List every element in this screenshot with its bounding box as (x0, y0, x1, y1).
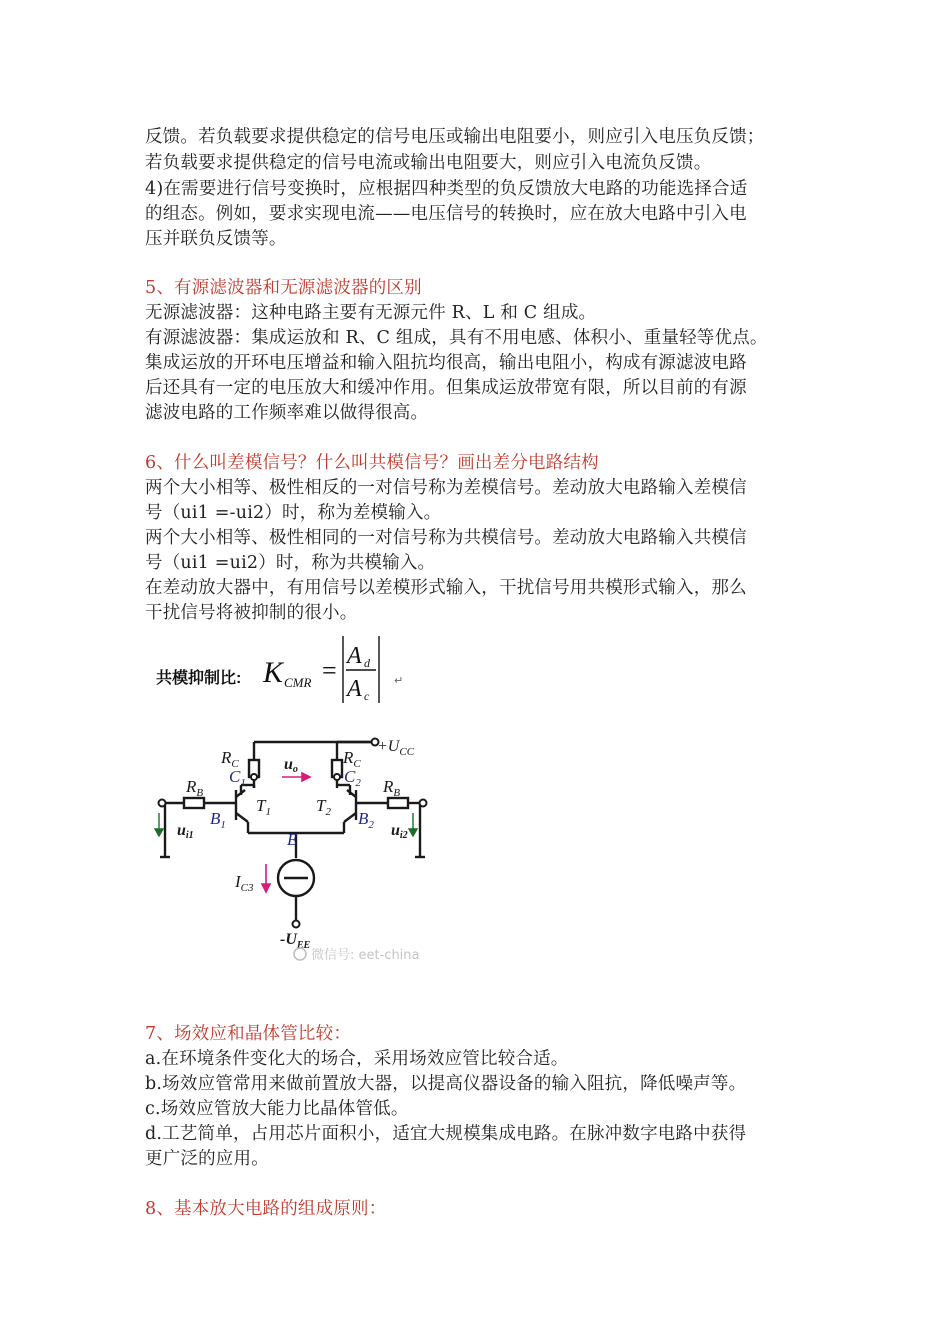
label-rc-left: R (221, 748, 232, 767)
label-b2-sub: 2 (368, 819, 374, 831)
watermark (294, 947, 420, 963)
section-5-heading: 5、有源滤波器和无源滤波器的区别 (145, 278, 422, 298)
section-6-line-1: 两个大小相等、极性相反的一对信号称为差模信号。差动放大电路输入差模信 (145, 478, 747, 498)
label-t2-sub: 2 (325, 806, 331, 818)
intro-line-1: 反馈。若负载要求提供稳定的信号电压或输出电阻要小，则应引入电压负反馈； (145, 127, 765, 147)
section-6-line-5: 在差动放大器中，有用信号以差模形式输入，干扰信号用共模形式输入，那么 (145, 578, 747, 598)
label-c2-sub: 2 (355, 777, 361, 789)
section-6-line-4: 号（ui1 =ui2）时，称为共模输入。 (145, 553, 436, 573)
label-t1: T (256, 796, 266, 815)
section-5-line-3: 集成运放的开环电压增益和输入阻抗均很高，输出电阻小，构成有源滤波电路 (145, 353, 747, 373)
label-e: E (287, 830, 298, 849)
label-rb-right-sub: B (393, 787, 401, 799)
svg-text:B1 (210, 809, 226, 831)
cmrr-denominator: A (347, 676, 362, 702)
svg-text:-UEE (280, 931, 311, 951)
svg-text:RB (185, 777, 203, 799)
label-b1-sub: 1 (220, 819, 226, 831)
label-vcc: +U (377, 738, 400, 755)
cmrr-formula (150, 632, 420, 707)
section-7-line-3: c.场效应管放大能力比晶体管低。 (145, 1099, 409, 1119)
label-t2: T (316, 796, 326, 815)
section-6-heading: 6、什么叫差模信号？什么叫共模信号？画出差分电路结构 (145, 453, 599, 473)
svg-text:+UCC (377, 738, 415, 758)
section-7-line-4: d.工艺简单，占用芯片面积小，适宜大规模集成电路。在脉冲数字电路中获得 (145, 1124, 747, 1144)
svg-text:T2 (316, 796, 331, 818)
cmrr-label: 共模抑制比: (156, 670, 242, 687)
label-c1-sub: 1 (240, 777, 246, 789)
label-c1: C (229, 767, 241, 786)
cmrr-numerator: A (347, 643, 362, 669)
label-ic3: I (235, 872, 241, 891)
intro-line-2: 若负载要求提供稳定的信号电流或输出电阻要大，则应引入电流负反馈。 (145, 153, 712, 173)
cmrr-numerator-sub: d (364, 656, 370, 670)
label-ui2-sub: i2 (399, 830, 408, 841)
label-b2: B (358, 809, 369, 828)
return-mark: ↵ (394, 674, 404, 687)
svg-text:B2 (358, 809, 374, 831)
label-rc-left-sub: C (231, 758, 239, 770)
svg-text:C2 (344, 767, 361, 789)
label-ui1: u (177, 822, 186, 839)
label-t1-sub: 1 (265, 806, 271, 818)
section-8-heading: 8、基本放大电路的组成原则： (145, 1199, 387, 1219)
label-ic3-sub: C3 (240, 882, 254, 894)
label-vee-sub: EE (296, 940, 311, 951)
label-uo: u (284, 756, 293, 773)
section-5-line-4: 后还具有一定的电压放大和缓冲作用。但集成运放带宽有限，所以目前的有源 (145, 378, 747, 398)
section-7-line-2: b.场效应管常用来做前置放大器，以提高仪器设备的输入阻抗，降低噪声等。 (145, 1074, 747, 1094)
label-rc-right: R (343, 748, 354, 767)
svg-text:ui1 (177, 822, 194, 841)
label-uo-sub: o (292, 764, 298, 775)
section-6-line-6: 干扰信号将被抑制的很小。 (145, 603, 358, 623)
section-5-line-2: 有源滤波器：集成运放和 R、C 组成，具有不用电感、体积小、重量轻等优点。 (145, 328, 768, 348)
label-rc-right-sub: C (353, 758, 361, 770)
section-7-line-5: 更广泛的应用。 (145, 1149, 269, 1169)
cmrr-k: K (263, 656, 284, 689)
label-ui2: u (391, 822, 400, 839)
section-7-heading: 7、场效应和晶体管比较： (145, 1024, 352, 1044)
label-rb-right: R (383, 777, 394, 796)
label-rb-left: R (186, 777, 197, 796)
svg-text:T1 (256, 796, 271, 818)
cmrr-equals: = (322, 656, 337, 685)
watermark-text: 微信号: eet-china (311, 948, 420, 963)
differential-amplifier-circuit (150, 725, 460, 975)
svg-text:ui2 (391, 822, 408, 841)
cmrr-denominator-sub: c (364, 689, 370, 703)
label-vcc-sub: CC (399, 746, 415, 758)
section-7-line-1: a.在环境条件变化大的场合，采用场效应管比较合适。 (145, 1049, 569, 1069)
label-ui1-sub: i1 (185, 830, 194, 841)
section-6-line-2: 号（ui1 =-ui2）时，称为差模输入。 (145, 503, 442, 523)
section-5-line-5: 滤波电路的工作频率难以做得很高。 (145, 403, 429, 423)
svg-text:IC3 (234, 872, 254, 894)
svg-text:C1 (229, 767, 246, 789)
svg-text:RB (382, 777, 400, 799)
svg-text:uo (284, 756, 298, 775)
section-6-line-3: 两个大小相等、极性相同的一对信号称为共模信号。差动放大电路输入共模信 (145, 528, 747, 548)
label-b1: B (210, 809, 221, 828)
intro-line-4: 的组态。例如，要求实现电流——电压信号的转换时，应在放大电路中引入电 (145, 204, 747, 224)
intro-line-5: 压并联负反馈等。 (145, 229, 287, 249)
label-c2: C (344, 767, 356, 786)
label-vee: -U (280, 931, 297, 948)
section-5-line-1: 无源滤波器：这种电路主要有无源元件 R、L 和 C 组成。 (145, 303, 597, 323)
label-rb-left-sub: B (196, 787, 204, 799)
intro-line-3: 4)在需要进行信号变换时，应根据四种类型的负反馈放大电路的功能选择合适 (145, 179, 748, 199)
cmrr-k-sub: CMR (284, 675, 312, 690)
